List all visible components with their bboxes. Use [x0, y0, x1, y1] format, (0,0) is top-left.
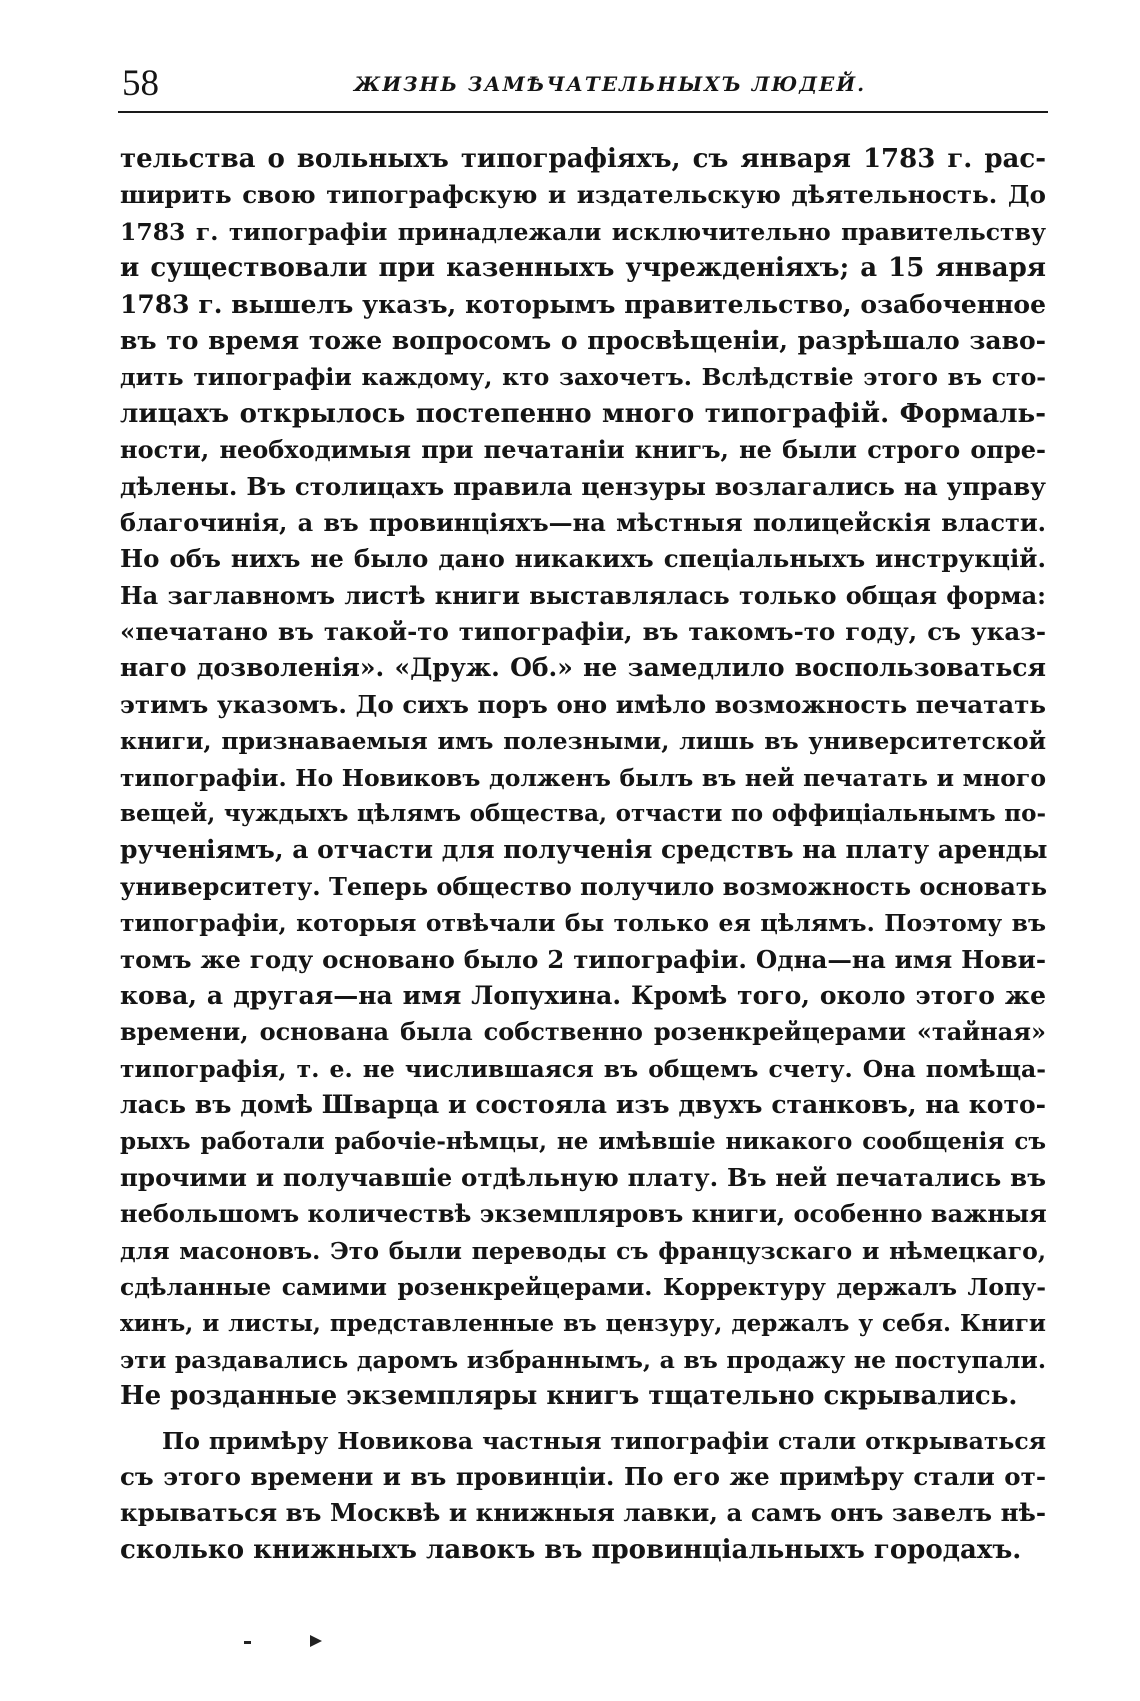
text-line: времени, основана была собственно розенкрейцерами «тайная»	[120, 1017, 1046, 1047]
text-line: университету. Теперь общество получило возможность основать	[120, 871, 1048, 901]
text-line: На заглавномъ листѣ книги выставлялась только общая форма:	[120, 580, 1046, 610]
text-line: въ то время тоже вопросомъ о просвѣщеніи, разрѣшало заво-	[120, 325, 1046, 355]
text-line: небольшомъ количествѣ экземпляровъ книги, особенно важныя	[120, 1199, 1047, 1229]
text-line: дить типографіи каждому, кто захочетъ. Вслѣдствіе этого въ сто-	[120, 363, 1046, 392]
text-line: По примѣру Новикова частныя типографіи стали открываться	[162, 1426, 1046, 1455]
text-line: хинъ, и листы, представленные въ цензуру, держалъ у себя. Книги	[120, 1309, 1046, 1337]
body-text	[120, 141, 1046, 1568]
paragraph-gap	[120, 1415, 1046, 1423]
text-line: ширить свою типографскую и издательскую дѣятельность. До	[120, 180, 1046, 210]
text-line: Но объ нихъ не было дано никакихъ спеціальныхъ инструкцій.	[120, 544, 1046, 574]
text-line: сколько книжныхъ лавокъ въ провинціальныхъ городахъ.	[120, 1534, 1022, 1565]
text-line: этимъ указомъ. До сихъ поръ оно имѣло возможность печатать	[120, 689, 1046, 719]
text-line: кова, а другая—на имя Лопухина. Кромѣ того, около этого же	[120, 980, 1046, 1010]
text-line: книги, признаваемыя имъ полезными, лишь въ университетской	[120, 727, 1046, 756]
text-line: 1783 г. типографіи принадлежали исключительно правительству	[120, 217, 1046, 246]
text-line: тельства о вольныхъ типографіяхъ, съ января 1783 г. рас-	[120, 144, 1046, 174]
paragraph-1	[120, 141, 1046, 1415]
text-line: рыхъ работали рабочіе-нѣмцы, не имѣвшіе никакого сообщенія съ	[120, 1127, 1046, 1155]
text-line: типографіи. Но Новиковъ долженъ былъ въ ней печатать и много	[120, 763, 1046, 792]
paragraph-2	[120, 1423, 1046, 1569]
text-line: лицахъ открылось постепенно много типографій. Формаль-	[120, 398, 1046, 429]
text-line: дѣлены. Въ столицахъ правила цензуры возлагались на управу	[120, 471, 1046, 501]
text-line: томъ же году основано было 2 типографіи. Одна—на имя Нови-	[120, 944, 1046, 974]
text-line: вещей, чуждыхъ цѣлямъ общества, отчасти по оффиціальнымъ по-	[120, 800, 1046, 828]
text-line: 1783 г. вышелъ указъ, которымъ правительство, озабоченное	[120, 289, 1046, 319]
text-line: типографія, т. е. не числившаяся въ общемъ счету. Она помѣща-	[120, 1054, 1046, 1083]
running-title: ЖИЗНЬ ЗАМѢЧАТЕЛЬНЫХЪ ЛЮДЕЙ.	[354, 72, 867, 96]
text-line: Не розданные экземпляры книгъ тщательно скрывались.	[120, 1381, 1018, 1412]
text-line: благочинія, а въ провинціяхъ—на мѣстныя полицейскія власти.	[120, 507, 1046, 537]
text-line: съ этого времени и въ провинціи. По его же примѣру стали от-	[120, 1462, 1046, 1492]
text-line: ности, необходимыя при печатаніи книгъ, не были строго опре-	[120, 435, 1046, 465]
text-line: прочими и получавшіе отдѣльную плату. Въ ней печатались въ	[120, 1162, 1046, 1192]
text-line: типографіи, которыя отвѣчали бы только ея цѣлямъ. Поэтому въ	[120, 909, 1046, 938]
text-line: рученіямъ, а отчасти для полученія средствъ на плату аренды	[120, 835, 1048, 865]
text-line: сдѣланные самими розенкрейцерами. Корректуру держалъ Лопу-	[120, 1273, 1046, 1302]
page-number: 58	[122, 63, 159, 104]
ink-speck	[244, 1641, 251, 1644]
text-line: «печатано въ такой-то типографіи, въ такомъ-то году, съ указ-	[120, 617, 1046, 647]
text-line: эти раздавались даромъ избраннымъ, а въ продажу не поступали.	[120, 1345, 1046, 1374]
running-head	[118, 64, 1048, 104]
triangle-mark-icon	[310, 1635, 322, 1647]
text-line: крываться въ Москвѣ и книжныя лавки, а самъ онъ завелъ нѣ-	[120, 1498, 1046, 1528]
text-line: лась въ домѣ Шварца и состояла изъ двухъ станковъ, на кото-	[120, 1090, 1046, 1120]
text-line: и существовали при казенныхъ учрежденіяхъ; а 15 января	[120, 253, 1046, 284]
text-line: наго дозволенія». «Друж. Об.» не замедлило воспользоваться	[120, 653, 1046, 683]
header-rule	[118, 111, 1048, 113]
scan-marks	[244, 1633, 324, 1649]
text-line: для масоновъ. Это были переводы съ французскаго и нѣмецкаго,	[120, 1236, 1046, 1265]
